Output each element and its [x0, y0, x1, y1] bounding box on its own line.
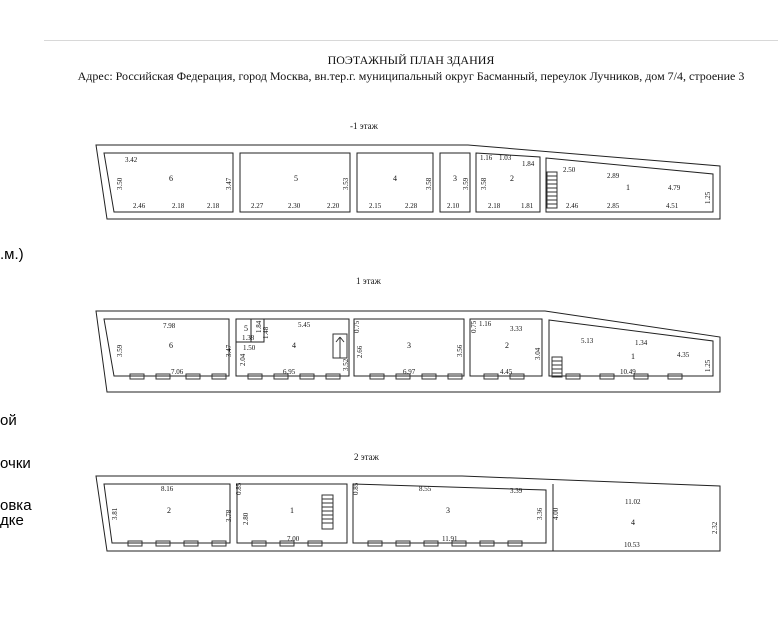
dimension-label: 5.13 — [581, 337, 594, 345]
dimension-label: 2.30 — [288, 202, 301, 210]
dimension-label: 3.36 — [536, 507, 544, 520]
room-number: 4 — [393, 174, 397, 183]
dimension-label: 2.85 — [607, 202, 620, 210]
dimension-label: 7.00 — [287, 535, 300, 543]
dimension-label: 1.81 — [521, 202, 534, 210]
dimension-label: 8.16 — [161, 485, 174, 493]
dimension-label: 4.35 — [677, 351, 690, 359]
room-number: 6 — [169, 174, 173, 183]
dimension-label: 1.48 — [262, 326, 270, 339]
dimension-label: 2.32 — [711, 521, 719, 534]
dimension-label: 3.47 — [225, 344, 233, 357]
dimension-label: 3.47 — [225, 177, 233, 190]
room-number: 3 — [453, 174, 457, 183]
dimension-label: 3.59 — [462, 177, 470, 190]
dimension-label: 0.85 — [235, 482, 243, 495]
stair-icon — [547, 172, 557, 208]
cropped-text: дке — [0, 512, 24, 529]
cropped-text: очки — [0, 455, 31, 472]
dimension-label: 1.84 — [255, 320, 263, 333]
document-address: Адрес: Российская Федерация, город Москва, вн.тер.г. муниципальный округ Басманный, переулок Лучников, дом 7/4, строение 3 — [77, 69, 745, 83]
dimension-label: 2.18 — [172, 202, 185, 210]
dimension-label: 1.25 — [704, 359, 712, 372]
dimension-label: 4.51 — [666, 202, 679, 210]
dimension-label: 3.42 — [125, 156, 138, 164]
dimension-label: 3.50 — [116, 177, 124, 190]
room-number: 1 — [631, 352, 635, 361]
dimension-label: 1.16 — [479, 320, 492, 328]
dimension-label: 1.34 — [635, 339, 648, 347]
dimension-label: 2.46 — [566, 202, 579, 210]
dimension-label: 2.15 — [369, 202, 382, 210]
cropped-text: овка — [0, 497, 32, 514]
stair-icon — [552, 357, 562, 377]
dimension-label: 2.80 — [242, 512, 250, 525]
dimension-label: 3.52 — [342, 358, 350, 371]
dimension-label: 3.81 — [111, 507, 119, 520]
floor-label-1: 1 этаж — [356, 276, 381, 286]
dimension-label: 11.91 — [442, 535, 458, 543]
room-number: 3 — [407, 341, 411, 350]
dimension-label: 2.66 — [356, 345, 364, 358]
dimension-label: 2.10 — [447, 202, 460, 210]
dimension-label: 3.33 — [510, 325, 523, 333]
dimension-label: 1.84 — [522, 160, 535, 168]
dimension-label: 6.95 — [283, 368, 296, 376]
room-number: 5 — [294, 174, 298, 183]
dimension-label: 2.28 — [405, 202, 418, 210]
stair-icon — [322, 495, 333, 529]
dimension-label: 2.04 — [239, 353, 247, 366]
dimension-label: 2.27 — [251, 202, 264, 210]
dimension-label: 2.20 — [327, 202, 340, 210]
dimension-label: 2.18 — [488, 202, 501, 210]
dimension-label: 4.45 — [500, 368, 513, 376]
floor-label-2: 2 этаж — [354, 452, 379, 462]
stair-icon — [333, 334, 347, 358]
room-number: 6 — [169, 341, 173, 350]
room-number: 4 — [292, 341, 296, 350]
dimension-label: 3.39 — [510, 487, 523, 495]
dimension-label: 4.79 — [668, 184, 681, 192]
dimension-label: 1.25 — [704, 191, 712, 204]
cropped-text: ой — [0, 412, 17, 429]
room-number: 2 — [505, 341, 509, 350]
dimension-label: 3.58 — [425, 177, 433, 190]
dimension-label: 0.85 — [352, 482, 360, 495]
room-number: 1 — [626, 183, 630, 192]
dimension-label: 1.38 — [242, 334, 255, 342]
dimension-label: 7.06 — [171, 368, 184, 376]
floor-label-basement: -1 этаж — [350, 121, 378, 131]
dimension-label: 10.53 — [624, 541, 640, 549]
dimension-label: 2.50 — [563, 166, 576, 174]
room-number: 1 — [290, 506, 294, 515]
room-number: 3 — [446, 506, 450, 515]
dimension-label: 1.03 — [499, 154, 512, 162]
document-title: ПОЭТАЖНЫЙ ПЛАН ЗДАНИЯ — [327, 53, 495, 67]
dimension-label: 3.04 — [534, 347, 542, 360]
room-number: 5 — [244, 324, 248, 333]
dimension-label: 3.53 — [342, 177, 350, 190]
dimension-label: 5.45 — [298, 321, 311, 329]
dimension-label: 2.89 — [607, 172, 620, 180]
dimension-label: 6.97 — [403, 368, 416, 376]
room-number: 2 — [167, 506, 171, 515]
dimension-label: 0.75 — [470, 320, 478, 333]
dimension-label: 3.59 — [116, 344, 124, 357]
dimension-label: 3.56 — [456, 344, 464, 357]
dimension-label: 2.46 — [133, 202, 146, 210]
dimension-label: 10.49 — [620, 368, 636, 376]
floor-1-plan — [96, 311, 720, 392]
dimension-label: 11.02 — [625, 498, 641, 506]
dimension-label: 0.75 — [353, 320, 361, 333]
dimension-label: 3.78 — [225, 509, 233, 522]
dimension-label: 2.18 — [207, 202, 220, 210]
dimension-label: 3.58 — [480, 177, 488, 190]
dimension-label: 1.50 — [243, 344, 256, 352]
room-number: 4 — [631, 518, 635, 527]
floor-2-plan — [96, 476, 720, 551]
dimension-label: 1.16 — [480, 154, 493, 162]
dimension-label: 4.00 — [552, 507, 560, 520]
dimension-label: 7.98 — [163, 322, 176, 330]
dimension-label: 8.55 — [419, 485, 432, 493]
cropped-text: .м.) — [0, 246, 24, 263]
room-number: 2 — [510, 174, 514, 183]
